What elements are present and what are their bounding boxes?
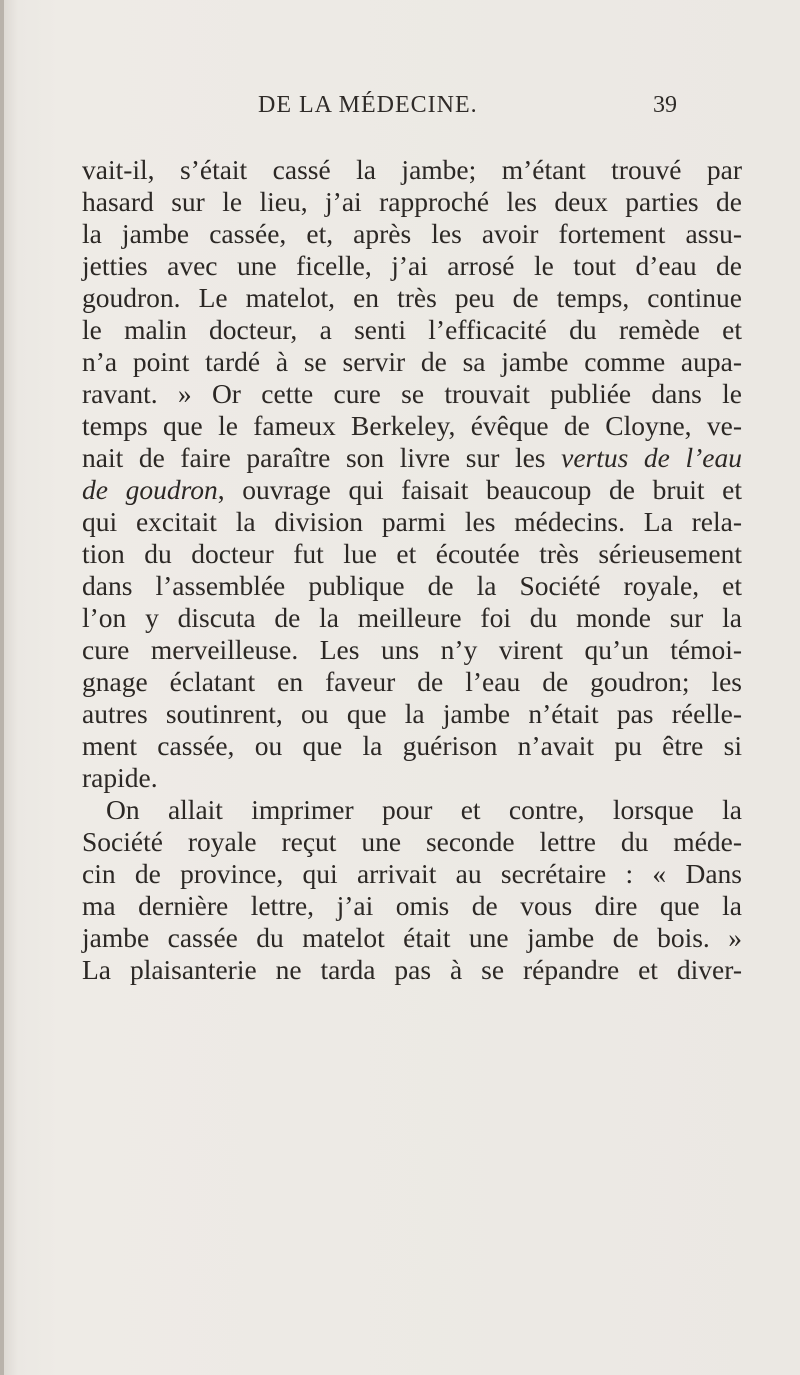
italic-book-title: vertus de l’eau xyxy=(561,442,742,473)
text-line: la jambe cassée, et, après les avoir fortement assu- xyxy=(82,218,742,249)
text-segment: nait de faire paraître son livre sur les xyxy=(82,442,562,473)
text-line: On allait imprimer pour et contre, lorsque la xyxy=(106,794,742,825)
page-number: 39 xyxy=(653,92,677,118)
text-line: temps que le fameux Berkeley, évêque de Cloyne, ve- xyxy=(82,410,742,441)
text-line: cin de province, qui arrivait au secrétaire : « Dans xyxy=(82,858,742,889)
text-line: La plaisanterie ne tarda pas à se répandre et diver- xyxy=(82,954,742,985)
text-line: vait-il, s’était cassé la jambe; m’étant trouvé par xyxy=(82,154,742,185)
text-line: le malin docteur, a senti l’efficacité du remède et xyxy=(82,314,742,345)
text-line: goudron. Le matelot, en très peu de temps, continue xyxy=(82,282,742,313)
text-line: autres soutinrent, ou que la jambe n’était pas réelle- xyxy=(82,698,742,729)
text-line: jambe cassée du matelot était une jambe de bois. » xyxy=(82,922,742,953)
text-line: qui excitait la division parmi les médecins. La rela- xyxy=(82,506,742,537)
text-line-with-italic xyxy=(82,442,742,474)
text-line: jetties avec une ficelle, j’ai arrosé le tout d’eau de xyxy=(82,250,742,281)
text-line: ment cassée, ou que la guérison n’avait pu être si xyxy=(82,730,742,761)
text-line: rapide. xyxy=(82,762,158,793)
text-line: l’on y discuta de la meilleure foi du monde sur la xyxy=(82,602,742,633)
text-line: dans l’assemblée publique de la Société royale, et xyxy=(82,570,742,601)
page-header xyxy=(0,92,800,122)
text-line: tion du docteur fut lue et écoutée très sérieusement xyxy=(82,538,742,569)
text-line: n’a point tardé à se servir de sa jambe comme aupa- xyxy=(82,346,742,377)
text-line: cure merveilleuse. Les uns n’y virent qu’un témoi- xyxy=(82,634,742,665)
text-line: gnage éclatant en faveur de l’eau de goudron; les xyxy=(82,666,742,697)
text-line: ma dernière lettre, j’ai omis de vous dire que la xyxy=(82,890,742,921)
text-line: ravant. » Or cette cure se trouvait publiée dans le xyxy=(82,378,742,409)
running-title: DE LA MÉDECINE. xyxy=(258,92,478,118)
text-line: Société royale reçut une seconde lettre du méde- xyxy=(82,826,742,857)
italic-book-title: de goudron xyxy=(82,474,218,505)
text-line-with-italic xyxy=(82,474,742,506)
text-line: hasard sur le lieu, j’ai rapproché les deux parties de xyxy=(82,186,742,217)
text-segment: , ouvrage qui faisait beaucoup de bruit et xyxy=(217,474,742,505)
page-gutter xyxy=(0,0,4,1375)
